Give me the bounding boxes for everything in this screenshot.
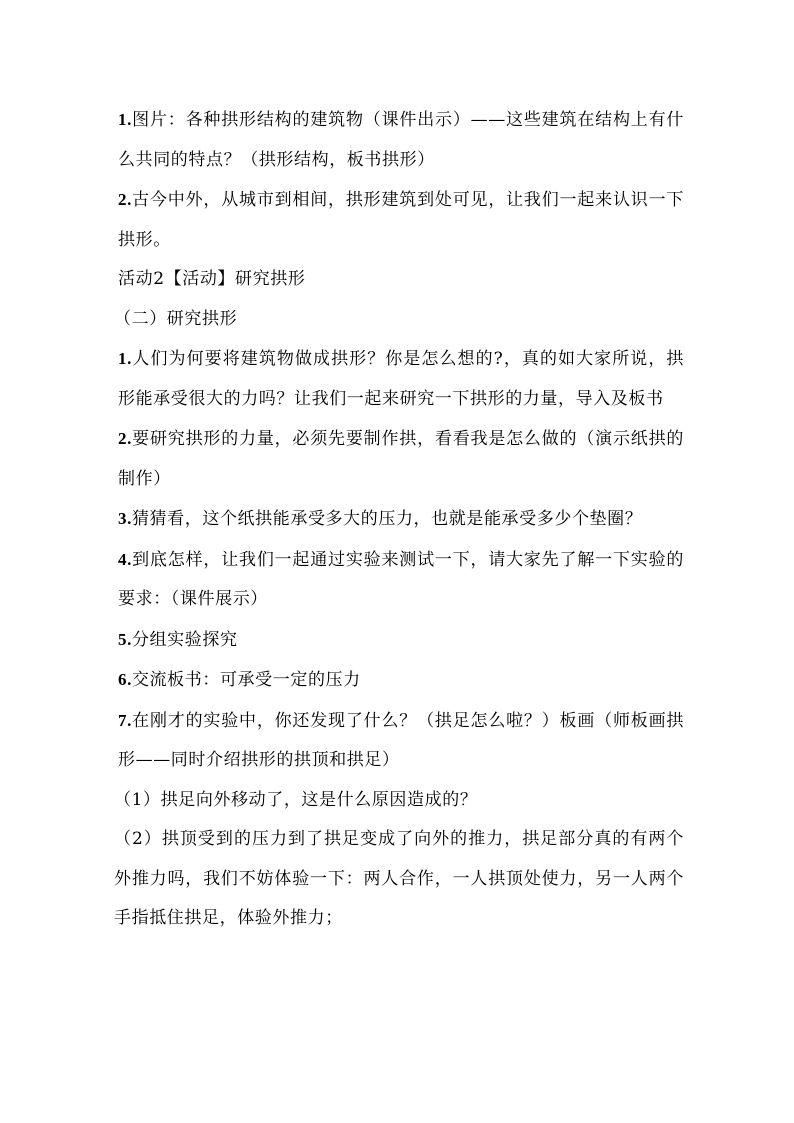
paragraph-text: 猜猜看，这个纸拱能承受多大的压力，也就是能承受多少个垫圈？ bbox=[131, 509, 643, 529]
paragraph-text: 古今中外，从城市到相间，拱形建筑到处可见，让我们一起来认识一下拱形。 bbox=[118, 190, 684, 250]
paragraph-text: 到底怎样，让我们一起通过实验来测试一下，请大家先了解一下实验的要求：（课件展示） bbox=[118, 549, 684, 609]
paragraph-number: 1. bbox=[118, 349, 132, 368]
paragraph-text: 要研究拱形的力量，必须先要制作拱，看看我是怎么做的（演示纸拱的制作） bbox=[118, 429, 684, 489]
paragraph-6 bbox=[118, 540, 684, 620]
paragraph-text: （1）拱足向外移动了，这是什么原因造成的？ bbox=[114, 789, 478, 810]
section-heading bbox=[114, 300, 684, 340]
paragraph-text: （2）拱顶受到的压力到了拱足变成了向外的推力，拱足部分真的有两个外推力吗，我们不妨体验一下：两人合作，一人拱顶处使力，另一人两个手指抵住拱足，体验外推力； bbox=[114, 829, 684, 928]
paragraph-number: 6. bbox=[118, 670, 132, 689]
sub-paragraph-1 bbox=[114, 781, 684, 821]
paragraph-number: 1. bbox=[118, 110, 132, 129]
paragraph-number: 2. bbox=[118, 429, 132, 448]
paragraph-2 bbox=[118, 180, 684, 260]
paragraph-8 bbox=[118, 660, 684, 701]
paragraph-text: 交流板书：可承受一定的压力 bbox=[131, 670, 361, 690]
paragraph-number: 3. bbox=[118, 509, 132, 528]
paragraph-text: 人们为何要将建筑物做成拱形？你是怎么想的?，真的如大家所说，拱形能承受很大的力吗？让我们一起来研究一下拱形的力量，导入及板书 bbox=[118, 349, 684, 409]
paragraph-9 bbox=[118, 701, 684, 781]
paragraph-4 bbox=[118, 419, 684, 499]
paragraph-number: 4. bbox=[118, 549, 132, 569]
paragraph-text: 图片：各种拱形结构的建筑物（课件出示）——这些建筑在结构上有什么共同的特点？（拱形结构，板书拱形） bbox=[118, 110, 684, 170]
paragraph-number: 2. bbox=[118, 190, 132, 209]
paragraph-5 bbox=[118, 499, 684, 540]
paragraph-3 bbox=[118, 339, 684, 419]
paragraph-text: 活动2【活动】研究拱形 bbox=[118, 269, 306, 289]
paragraph-text: （二）研究拱形 bbox=[114, 308, 238, 329]
activity-heading bbox=[118, 260, 684, 300]
paragraph-7 bbox=[118, 620, 684, 661]
paragraph-number: 7. bbox=[118, 710, 132, 730]
document-body bbox=[114, 100, 684, 939]
paragraph-number: 5. bbox=[118, 629, 132, 649]
sub-paragraph-2 bbox=[114, 820, 684, 939]
paragraph-text: 在刚才的实验中，你还发现了什么？（拱足怎么啦？）板画（师板画拱形——同时介绍拱形的拱顶和拱足） bbox=[118, 710, 684, 770]
paragraph-1 bbox=[118, 100, 684, 180]
paragraph-text: 分组实验探究 bbox=[131, 629, 238, 650]
